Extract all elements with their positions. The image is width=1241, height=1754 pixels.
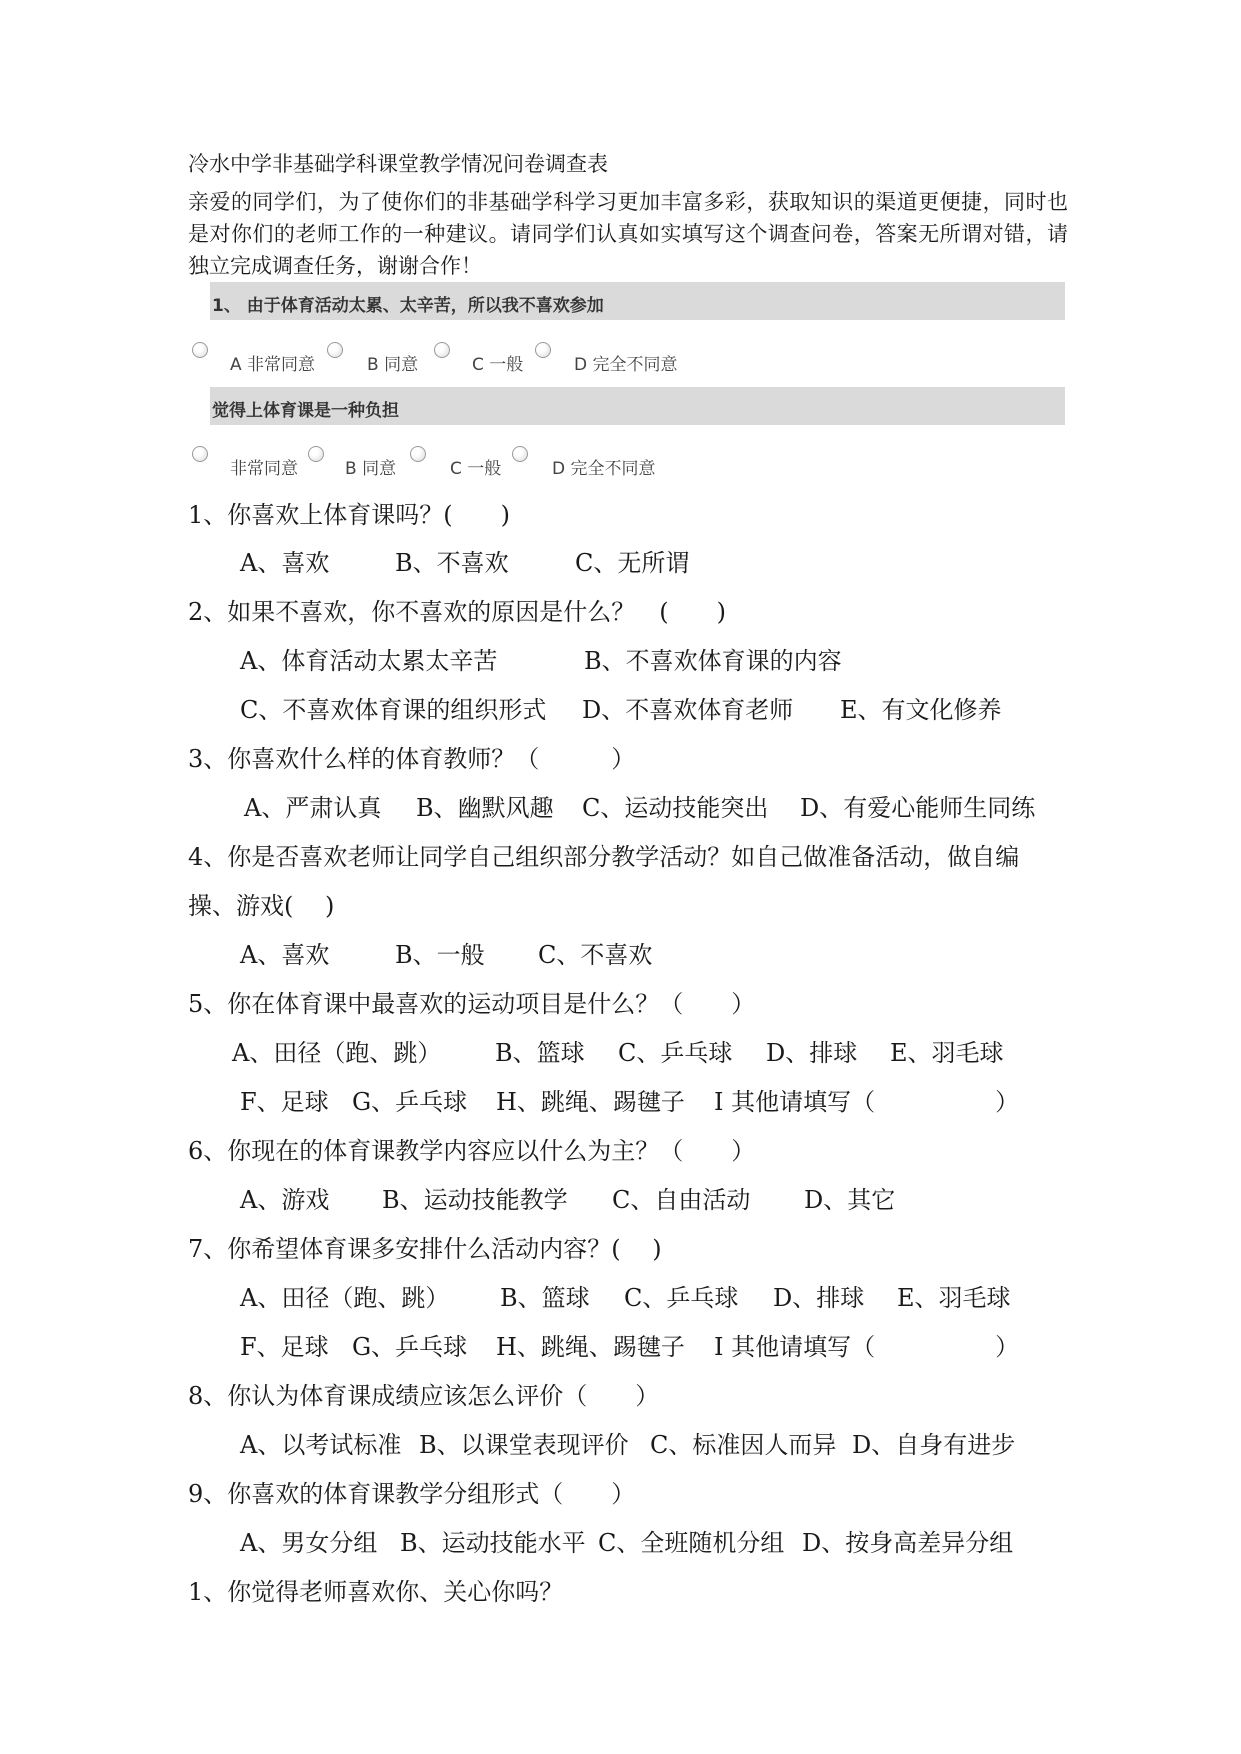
answer-option: B、以课堂表现评价 [419, 1431, 629, 1459]
answer-option: C、运动技能突出 [582, 794, 769, 822]
answer-option: G、乒乓球 [352, 1333, 468, 1361]
answer-option: B、不喜欢体育课的内容 [584, 647, 842, 675]
answer-option: C、不喜欢体育课的组织形式 [240, 696, 547, 724]
answer-option: A、男女分组 [240, 1529, 378, 1557]
question-text: 5、你在体育课中最喜欢的运动项目是什么？（ ） [188, 990, 756, 1018]
online-question-label: 1、 由于体育活动太累、太辛苦，所以我不喜欢参加 [212, 296, 604, 316]
answer-option: B、不喜欢 [395, 549, 509, 577]
answer-option: C、无所谓 [575, 549, 690, 577]
answer-option: A、田径（跑、跳） [240, 1284, 450, 1312]
answer-option: C、全班随机分组 [598, 1529, 785, 1557]
question-text: 9、你喜欢的体育课教学分组形式（ ） [188, 1480, 636, 1508]
radio-label: C 一般 [472, 355, 524, 375]
radio-label: D 完全不同意 [574, 355, 678, 375]
answer-option: A、田径（跑、跳） [232, 1039, 442, 1067]
intro-paragraph: 亲爱的同学们，为了使你们的非基础学科学习更加丰富多彩，获取知识的渠道更便捷，同时也是对你们的老师工作的一种建议。请同学们认真如实填写这个调查问卷，答案无所谓对错，请独立完成调查任务，谢谢合作！ [188, 190, 1068, 278]
question-text: 4、你是否喜欢老师让同学自己组织部分教学活动？如自己做准备活动，做自编 [188, 843, 1020, 871]
answer-option: D、按身高差异分组 [802, 1529, 1014, 1557]
answer-option: I 其他请填写（ ） [714, 1333, 1020, 1361]
answer-option: C、乒乓球 [618, 1039, 733, 1067]
answer-option: D、自身有进步 [852, 1431, 1016, 1459]
answer-option: G、乒乓球 [352, 1088, 468, 1116]
answer-option: I 其他请填写（ ） [714, 1088, 1020, 1116]
online-question-header [210, 387, 1065, 425]
question-text: 1、你觉得老师喜欢你、关心你吗？ [188, 1578, 564, 1606]
answer-option: C、乒乓球 [624, 1284, 739, 1312]
answer-option: E、羽毛球 [897, 1284, 1011, 1312]
radio-label: B 同意 [345, 459, 397, 479]
question-text-continued: 操、游戏( ) [188, 892, 335, 920]
answer-option: C、自由活动 [612, 1186, 751, 1214]
radio-button[interactable] [434, 342, 450, 358]
question-text: 1、你喜欢上体育课吗？( ) [188, 501, 510, 529]
question-text: 6、你现在的体育课教学内容应以什么为主？（ ） [188, 1137, 756, 1165]
answer-option: H、跳绳、踢毽子 [496, 1088, 685, 1116]
answer-option: B、篮球 [495, 1039, 585, 1067]
radio-button[interactable] [308, 446, 324, 462]
document-title: 冷水中学非基础学科课堂教学情况问卷调查表 [188, 152, 608, 176]
radio-button[interactable] [192, 342, 208, 358]
radio-button[interactable] [410, 446, 426, 462]
answer-option: A、以考试标准 [240, 1431, 402, 1459]
answer-option: C、不喜欢 [538, 941, 653, 969]
answer-option: D、排球 [766, 1039, 858, 1067]
answer-option: D、不喜欢体育老师 [582, 696, 794, 724]
question-text: 3、你喜欢什么样的体育教师？（ ） [188, 745, 636, 773]
radio-label: 非常同意 [230, 459, 298, 479]
answer-option: A、喜欢 [240, 941, 330, 969]
answer-option: D、排球 [773, 1284, 865, 1312]
radio-button[interactable] [535, 342, 551, 358]
question-text: 8、你认为体育课成绩应该怎么评价（ ） [188, 1382, 660, 1410]
question-text: 2、如果不喜欢，你不喜欢的原因是什么？ ( ) [188, 598, 726, 626]
online-question-header [210, 282, 1065, 320]
answer-option: B、运动技能教学 [382, 1186, 568, 1214]
answer-option: A、严肃认真 [244, 794, 382, 822]
radio-button[interactable] [512, 446, 528, 462]
online-question-label: 觉得上体育课是一种负担 [212, 401, 399, 421]
answer-option: E、有文化修养 [840, 696, 1002, 724]
answer-option: E、羽毛球 [890, 1039, 1004, 1067]
answer-option: F、足球 [240, 1088, 329, 1116]
answer-option: B、篮球 [500, 1284, 590, 1312]
radio-label: D 完全不同意 [552, 459, 656, 479]
answer-option: A、喜欢 [240, 549, 330, 577]
answer-option: B、运动技能水平 [400, 1529, 586, 1557]
answer-option: B、一般 [395, 941, 485, 969]
answer-option: F、足球 [240, 1333, 329, 1361]
radio-label: A 非常同意 [230, 355, 316, 375]
answer-option: A、游戏 [240, 1186, 330, 1214]
radio-label: C 一般 [450, 459, 502, 479]
question-text: 7、你希望体育课多安排什么活动内容？( ) [188, 1235, 662, 1263]
answer-option: A、体育活动太累太辛苦 [240, 647, 498, 675]
answer-option: B、幽默风趣 [416, 794, 554, 822]
answer-option: D、其它 [804, 1186, 896, 1214]
radio-label: B 同意 [367, 355, 419, 375]
radio-button[interactable] [327, 342, 343, 358]
radio-button[interactable] [192, 446, 208, 462]
answer-option: C、标准因人而异 [650, 1431, 837, 1459]
answer-option: D、有爱心能师生同练 [800, 794, 1036, 822]
answer-option: H、跳绳、踢毽子 [496, 1333, 685, 1361]
